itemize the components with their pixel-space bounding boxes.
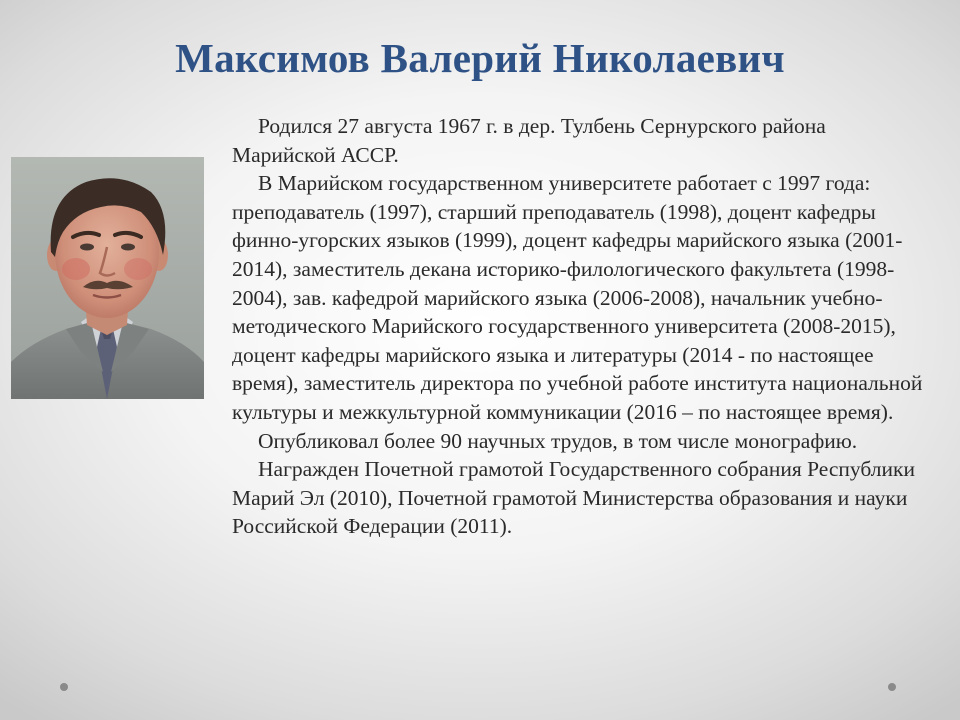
bio-paragraph-career: В Марийском государственном университете работает с 1997 года: преподаватель (1997), старший преподаватель (1998), доцент кафедры финно-угорских языков (1999), доцент кафедры марийского языка (2001-2014), заместитель декана историко-филологического факультета (1998-2004), зав. кафедрой марийского языка (2006-2008), начальник учебно-методического Марийского государственного университета (2008-2015), доцент кафедры марийского языка и литературы (2014 - по настоящее время), заместитель директора по учебной работе института национальной культуры и межкультурной коммуникации (2016 – по настоящее время). [232,171,923,424]
slide-title: Максимов Валерий Николаевич [175,35,785,81]
portrait-photo [11,157,204,399]
bio-paragraph-birth: Родился 27 августа 1967 г. в дер. Тулбень Сернурского района Марийской АССР. [232,114,826,167]
bio-paragraph-awards: Награжден Почетной грамотой Государственного собрания Республики Марий Эл (2010), Почетной грамотой Министерства образования и науки Российской Федерации (2011). [232,457,915,539]
decorative-dot-left [60,683,68,691]
person-photo-icon [11,157,204,399]
decorative-dot-right [888,683,896,691]
bio-paragraph-publications: Опубликовал более 90 научных трудов, в том числе монографию. [258,428,858,453]
biography-text [232,112,932,541]
